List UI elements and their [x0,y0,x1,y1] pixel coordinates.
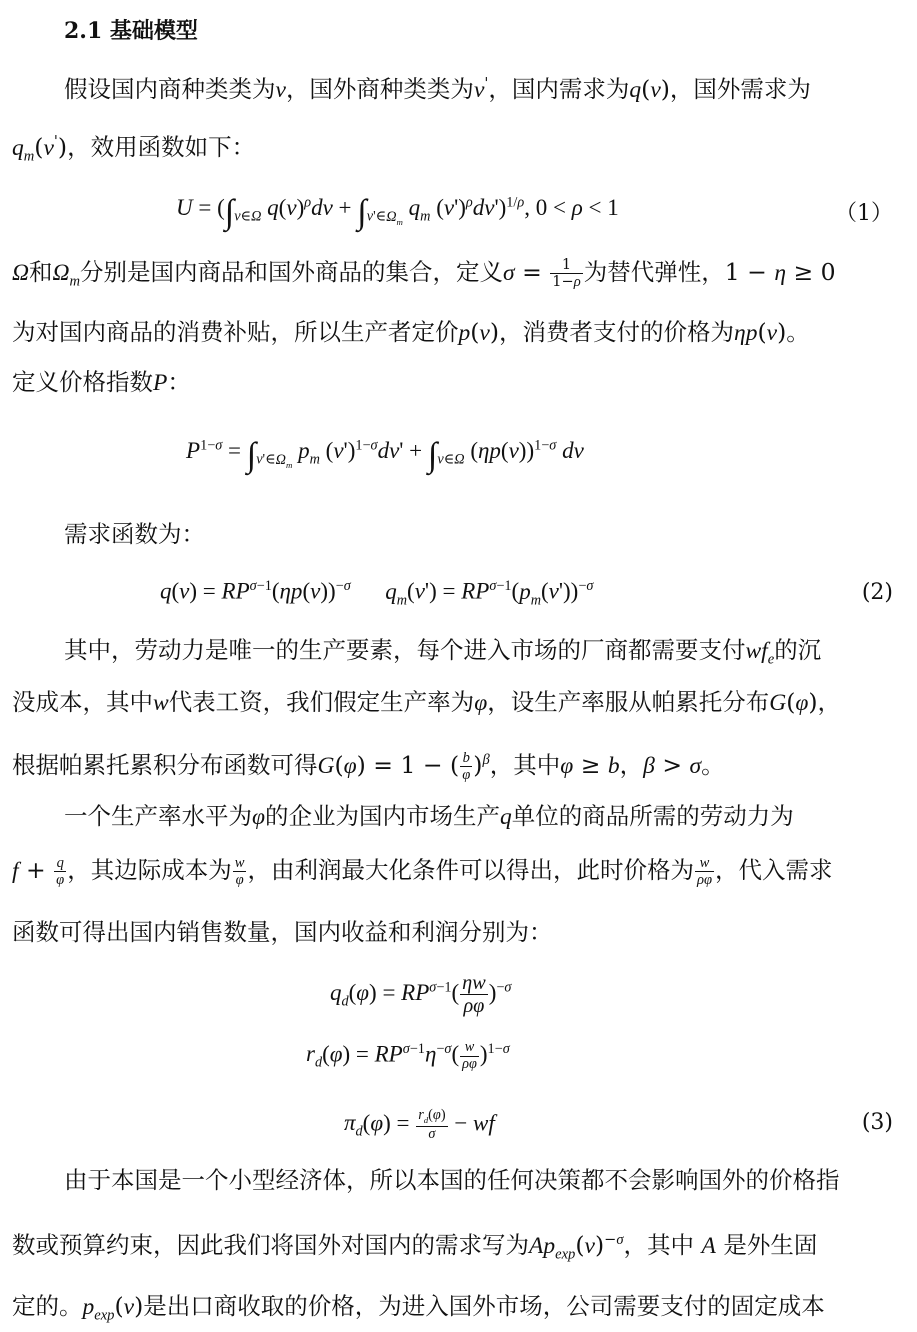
p5-line2: f + $\frac{q}{\varphi}$ ，其边际成本为 $\frac{w}{\varphi}$ ，由利润最大化条件可以得出，此时价格为 $\frac{w}{\rho\varphi}$ ，代入需求 [12,854,833,888]
p2-line3: 定义价格指数P： [12,368,191,396]
equation-3-number: (3) [861,1110,893,1135]
equation-1: $U = (\int_{v\in\Omega}$ $q(v)^\rho dv + \int_{v'\in\Omega_m}$ $q_m$ $(v')^\rho dv')^{1/\rho}$, 0 < ρ < 1 [176,193,619,231]
equation-3a: $q_d(\varphi) = RP^{\sigma-1}$( $\frac{\eta w}{\rho\varphi}$ )$^{-\sigma}$ [330,972,512,1018]
p5-line3: 函数可得出国内销售数量，国内收益和利润分别为： [12,918,553,946]
p6-line1: 由于本国是一个小型经济体，所以本国的任何决策都不会影响国外的价格指 [64,1166,840,1194]
p5-line1: 一个生产率水平为φ的企业为国内市场生产q单位的商品所需的劳动力为 [64,802,794,830]
equation-3c: $\pi_d(\varphi)$ = $\frac{r_d(\varphi)}{\sigma}$ − wf [344,1107,495,1142]
p1-line1: 假设国内商种类类为v，国外商种类类为v'，国内需求为q(v)，国外需求为 [64,74,811,103]
p4-line1: 其中，劳动力是唯一的生产要素，每个进入市场的厂商都需要支付$wf_e$的沉 [64,636,822,668]
p6-line3: 定的。$p_{exp}(v)$是出口商收取的价格，为进入国外市场，公司需要支付的固定成本 [12,1292,825,1324]
p6-line2: 数或预算约束，因此我们将国外对国内的需求写为$Ap_{exp}(v)^{-\sigma}$，其中 A 是外生固 [12,1230,818,1263]
equation-3b: $r_d(\varphi) = RP^{\sigma-1}\eta^{-\sigma}$( $\frac{w}{\rho\varphi}$ )$^{1-\sigma}$ [306,1039,510,1072]
p4-line3: 根据帕累托累积分布函数可得G(φ) = 1 − ( $\frac{b}{\varphi}$ )$^\beta$，其中φ ≥ b，β > σ。 [12,749,725,783]
section-heading: 2.1 基础模型 [64,18,198,44]
p4-line2: 没成本，其中w代表工资，我们假定生产率为φ，设生产率服从帕累托分布G(φ)， [12,688,842,716]
p3-line1: 需求函数为： [64,520,205,548]
p1-line2: $q_m(v')$，效用函数如下： [12,132,256,165]
p2-line2: 为对国内商品的消费补贴，所以生产者定价p(v)，消费者支付的价格为ηp(v)。 [12,318,810,346]
price-index-equation: $P^{1-\sigma} = \int_{v'\in\Omega_m}$ $p_m$ $(v')^{1-\sigma}dv' + \int_{v\in\Omega}$ $(\eta p(v))^{1-\sigma}$ dv [186,436,584,474]
p2-line1: Ω和$\Omega_m$分别是国内商品和国外商品的集合，定义σ = $\frac{1}{1-\rho}$ 为替代弹性，1 − η ≥ 0 [12,255,836,290]
equation-2: $q(v) = RP^{\sigma-1}(\eta p(v))^{-\sigma}$ $q_m(v') = RP^{\sigma-1}(p_m(v'))^{-\sigma}$ [160,578,594,609]
equation-1-number: （1） [835,201,893,226]
equation-2-number: (2) [861,580,893,605]
